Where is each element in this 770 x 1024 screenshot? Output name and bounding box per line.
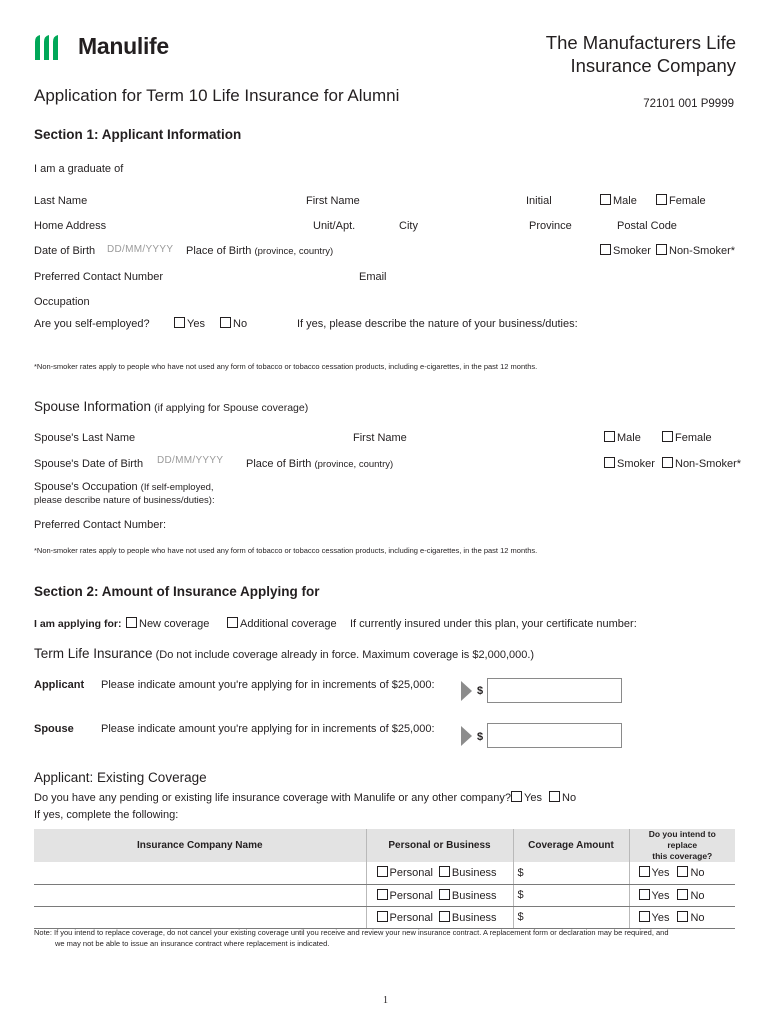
replace-cell: Yes No xyxy=(629,884,735,906)
table-row xyxy=(34,884,735,906)
spouse-dob-input[interactable]: DD/MM/YYYY xyxy=(157,455,224,466)
replace-yes-checkbox[interactable] xyxy=(639,911,650,922)
self-employed-no[interactable]: No xyxy=(220,317,247,330)
spouse-non-smoker-option[interactable]: Non-Smoker* xyxy=(662,457,741,470)
male-checkbox[interactable] xyxy=(600,194,611,205)
spouse-last-name-label: Spouse's Last Name xyxy=(34,432,136,444)
additional-coverage-option[interactable]: Additional coverage xyxy=(227,617,337,630)
business-checkbox[interactable] xyxy=(439,866,450,877)
male-option[interactable] xyxy=(600,194,637,207)
spouse-non-smoker-checkbox[interactable] xyxy=(662,457,673,468)
yes-checkbox[interactable] xyxy=(174,317,185,328)
company-name-line2: Insurance Company xyxy=(570,55,736,76)
preferred-contact-label: Preferred Contact Number xyxy=(34,271,163,283)
form-title: Application for Term 10 Life Insurance for Alumni xyxy=(34,86,400,105)
non-smoker-checkbox[interactable] xyxy=(656,244,667,255)
male-label: Male xyxy=(613,195,637,207)
spouse-dob-label: Spouse's Date of Birth xyxy=(34,458,144,470)
spouse-female-option[interactable]: Female xyxy=(662,431,712,444)
applying-for-label: I am applying for: xyxy=(34,618,122,630)
existing-coverage-table xyxy=(34,829,735,929)
existing-no-option[interactable]: No xyxy=(549,791,576,804)
spouse-female-checkbox[interactable] xyxy=(662,431,673,442)
graduate-of-label: I am a graduate of xyxy=(34,163,124,175)
company-name-cell[interactable] xyxy=(34,884,366,906)
spouse-preferred-contact-label: Preferred Contact Number: xyxy=(34,519,167,531)
personal-checkbox[interactable] xyxy=(377,866,388,877)
company-name xyxy=(546,31,736,77)
existing-yes-option[interactable]: Yes xyxy=(511,791,542,804)
spouse-male-option[interactable]: Male xyxy=(604,431,641,444)
spouse-smoker-footnote: *Non-smoker rates apply to people who have not used any form of tobacco or tobacco cessation products, including e-cigarettes, in the past 12 months. xyxy=(34,546,538,555)
applicant-increment-text: Please indicate amount you're applying for in increments of $25,000: xyxy=(101,679,435,691)
replace-no-checkbox[interactable] xyxy=(677,866,688,877)
new-coverage-option[interactable]: New coverage xyxy=(126,617,209,630)
smoker-footnote: *Non-smoker rates apply to people who have not used any form of tobacco or tobacco cessation products, including e-cigarettes, in the past 12 months. xyxy=(34,362,538,371)
spouse-place-of-birth-label: Place of Birth (province, country) xyxy=(246,458,394,470)
replace-yes-checkbox[interactable] xyxy=(639,866,650,877)
table-row xyxy=(34,906,735,928)
applicant-amount-label: Applicant xyxy=(34,679,85,691)
coverage-amount-cell[interactable]: $ xyxy=(513,862,629,884)
spouse-section-title: Spouse Information (if applying for Spouse coverage) xyxy=(34,399,309,414)
female-label: Female xyxy=(669,195,706,207)
spouse-amount-label: Spouse xyxy=(34,723,74,735)
email-label: Email xyxy=(359,271,387,283)
table-row xyxy=(34,862,735,884)
replace-cell: Yes No xyxy=(629,862,735,884)
smoker-option[interactable] xyxy=(600,244,651,257)
date-of-birth-label: Date of Birth xyxy=(34,245,96,257)
self-employed-yes[interactable]: Yes xyxy=(174,317,205,330)
business-describe-label: If yes, please describe the nature of your business/duties: xyxy=(297,318,578,330)
company-name-line1: The Manufacturers Life xyxy=(545,32,736,53)
spouse-amount-input[interactable] xyxy=(487,723,622,748)
col-personal-business: Personal or Business xyxy=(366,829,513,862)
personal-business-cell: Personal Business xyxy=(366,862,513,884)
replace-no-checkbox[interactable] xyxy=(677,911,688,922)
unit-apt-label: Unit/Apt. xyxy=(313,220,356,232)
company-name-cell[interactable] xyxy=(34,862,366,884)
replacement-note: Note: If you intend to replace coverage, do not cancel your existing coverage until you receive and review your new insurance contract. A replacement form or declaration may be required, and we may not be able to issue an insurance contract where replacement is indicated. xyxy=(34,928,669,948)
replace-no-checkbox[interactable] xyxy=(677,889,688,900)
personal-business-cell: Personal Business xyxy=(366,906,513,928)
female-checkbox[interactable] xyxy=(656,194,667,205)
if-yes-label: If yes, complete the following: xyxy=(34,809,179,821)
spouse-increment-text: Please indicate amount you're applying for in increments of $25,000: xyxy=(101,723,435,735)
no-checkbox[interactable] xyxy=(220,317,231,328)
initial-label: Initial xyxy=(526,195,552,207)
certificate-number-label: If currently insured under this plan, your certificate number: xyxy=(350,618,637,630)
section1-title: Section 1: Applicant Information xyxy=(34,127,242,142)
existing-no-checkbox[interactable] xyxy=(549,791,560,802)
existing-coverage-question: Do you have any pending or existing life insurance coverage with Manulife or any other company? xyxy=(34,792,511,804)
term-life-title: Term Life Insurance (Do not include coverage already in force. Maximum coverage is $2,000,000.) xyxy=(34,646,535,661)
home-address-label: Home Address xyxy=(34,220,107,232)
non-smoker-label: Non-Smoker* xyxy=(669,245,736,257)
province-label: Province xyxy=(529,220,572,232)
postal-code-label: Postal Code xyxy=(617,220,677,232)
business-checkbox[interactable] xyxy=(439,911,450,922)
business-checkbox[interactable] xyxy=(439,889,450,900)
non-smoker-option[interactable] xyxy=(656,244,735,257)
personal-business-cell: Personal Business xyxy=(366,884,513,906)
city-label: City xyxy=(399,220,418,232)
occupation-label: Occupation xyxy=(34,296,90,308)
last-name-label: Last Name xyxy=(34,195,88,207)
existing-yes-checkbox[interactable] xyxy=(511,791,522,802)
coverage-amount-cell[interactable]: $ xyxy=(513,906,629,928)
logo-wordmark: Manulife xyxy=(78,33,169,59)
place-of-birth-label: Place of Birth (province, country) xyxy=(186,245,334,257)
col-coverage-amount: Coverage Amount xyxy=(513,829,629,862)
page-number: 1 xyxy=(383,995,388,1006)
smoker-label: Smoker xyxy=(613,245,651,257)
company-name-cell[interactable] xyxy=(34,906,366,928)
dob-input[interactable]: DD/MM/YYYY xyxy=(107,244,174,255)
spouse-smoker-option[interactable]: Smoker xyxy=(604,457,655,470)
personal-checkbox[interactable] xyxy=(377,911,388,922)
applicant-arrow-icon xyxy=(461,681,472,701)
spouse-arrow-icon xyxy=(461,726,472,746)
spouse-dollar-sign: $ xyxy=(477,731,484,743)
spouse-occupation-label: Spouse's Occupation (If self-employed, please describe nature of business/duties): xyxy=(34,481,215,506)
replace-yes-checkbox[interactable] xyxy=(639,889,650,900)
spouse-first-name-label: First Name xyxy=(353,432,407,444)
smoker-checkbox[interactable] xyxy=(600,244,611,255)
section2-title: Section 2: Amount of Insurance Applying for xyxy=(34,584,320,599)
spouse-smoker-checkbox[interactable] xyxy=(604,457,615,468)
applicant-amount-input[interactable] xyxy=(487,678,622,703)
manulife-logo-icon xyxy=(34,34,60,60)
first-name-label: First Name xyxy=(306,195,360,207)
applicant-dollar-sign: $ xyxy=(477,685,484,697)
col-replace: Do you intend to replace this coverage? xyxy=(629,829,735,862)
spouse-male-checkbox[interactable] xyxy=(604,431,615,442)
personal-checkbox[interactable] xyxy=(377,889,388,900)
col-company-name: Insurance Company Name xyxy=(34,829,366,862)
female-option[interactable] xyxy=(656,194,706,207)
self-employed-question: Are you self-employed? xyxy=(34,318,150,330)
form-code: 72101 001 P9999 xyxy=(643,98,734,110)
existing-coverage-title: Applicant: Existing Coverage xyxy=(34,770,207,785)
new-coverage-checkbox[interactable] xyxy=(126,617,137,628)
replace-cell: Yes No xyxy=(629,906,735,928)
additional-coverage-checkbox[interactable] xyxy=(227,617,238,628)
coverage-amount-cell[interactable]: $ xyxy=(513,884,629,906)
